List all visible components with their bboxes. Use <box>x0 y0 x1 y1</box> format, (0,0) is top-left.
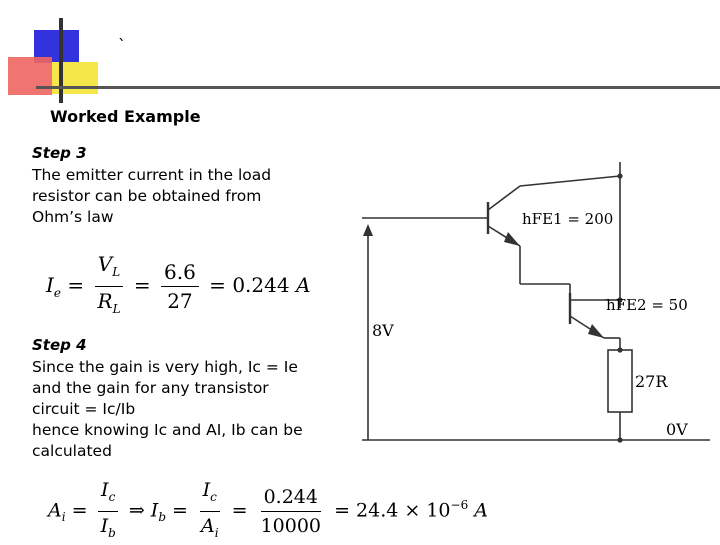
eq2-f1-num-sub: c <box>108 489 116 504</box>
step4-line-2: and the gain for any transistor <box>32 379 269 397</box>
eq1-fraction-symbolic <box>95 252 124 321</box>
eq1-result: 0.244 <box>232 273 290 297</box>
logo-vertical-bar <box>59 18 63 103</box>
junction-ground <box>617 437 622 442</box>
eq2-f1-den-sub: b <box>108 525 116 540</box>
q1-collector <box>488 186 520 210</box>
eq2-implies: ⇒ <box>128 499 145 522</box>
eq1-den-sub: L <box>112 302 121 316</box>
slide-title: Worked Example <box>50 107 201 126</box>
eq2-f2-num: I <box>202 479 211 501</box>
supply-arrow-head <box>363 224 373 236</box>
eq2-f2-den-sub: i <box>214 525 219 540</box>
eq2-f2-den: A <box>201 514 215 537</box>
eq2-exponent: −6 <box>450 497 469 512</box>
eq1-unit: A <box>295 273 311 297</box>
logo-red-square <box>8 57 52 95</box>
junction-top <box>617 173 622 178</box>
equation-ohms-law: $I_e$ = $\frac{V_L}{R_L}$ = $\frac{6.6}{27}$ = 0.244 A <box>46 252 310 321</box>
eq2-fraction-gain <box>98 478 119 545</box>
eq2-fraction-numeric <box>258 485 324 538</box>
eq2-mid: I <box>150 499 159 522</box>
q1-emitter-arrow <box>504 232 520 246</box>
eq2-f3-num: 0.244 <box>261 485 321 512</box>
eq2-f1-num: I <box>101 479 109 501</box>
stray-mark: ` <box>118 36 126 55</box>
hfe1-label: hFE1 = 200 <box>522 210 614 228</box>
eq1-num2: 6.6 <box>161 260 199 287</box>
eq2-f3-den: 10000 <box>260 514 322 537</box>
step3-label: Step 3 <box>32 144 87 162</box>
eq2-lhs-sub: i <box>61 510 66 525</box>
eq2-result: 24.4 × 10 <box>356 499 451 522</box>
step4-line-3: circuit = Ic/Ib <box>32 400 136 418</box>
eq1-lhs: I <box>46 273 54 297</box>
equation-base-current: $A_i$ = $\frac{I_c}{I_b}$ ⇒ $I_b$ = $\frac{I_c}{A_i}$ = $\frac{0.244}{10000}$ = $24.4 \times 10^{-6}$ A <box>48 478 488 545</box>
eq2-unit: A <box>474 499 488 522</box>
eq2-lhs: A <box>48 499 62 522</box>
step4-line-1: Since the gain is very high, Ic = Ie <box>32 358 298 376</box>
step3-line-3: Ohm’s law <box>32 208 114 226</box>
eq1-lhs-sub: e <box>53 286 62 300</box>
eq2-fraction-ratio <box>198 478 222 545</box>
eq1-num-sub: L <box>112 265 121 279</box>
ground-label: 0V <box>666 420 688 439</box>
corner-logo <box>0 0 110 105</box>
step3-line-2: resistor can be obtained from <box>32 187 262 205</box>
step4-line-4: hence knowing Ic and AI, Ib can be <box>32 421 303 439</box>
eq2-mid-sub: b <box>158 510 166 525</box>
eq2-f2-num-sub: c <box>210 489 217 504</box>
eq1-den2: 27 <box>167 289 193 313</box>
eq1-den: R <box>97 289 113 313</box>
step4-line-5: calculated <box>32 442 112 460</box>
junction-emitter <box>617 347 622 352</box>
eq2-f1-den: I <box>100 514 109 537</box>
step4-label: Step 4 <box>32 336 87 354</box>
step3-line-1: The emitter current in the load <box>32 166 272 184</box>
eq1-num: V <box>97 252 113 276</box>
supply-voltage-label: 8V <box>372 321 394 340</box>
load-resistor <box>608 350 632 412</box>
header-rule <box>36 86 720 89</box>
hfe2-label: hFE2 = 50 <box>606 296 688 314</box>
eq1-fraction-numeric <box>161 260 199 313</box>
q2-emitter-arrow <box>588 324 604 338</box>
resistor-label: 27R <box>635 372 668 391</box>
